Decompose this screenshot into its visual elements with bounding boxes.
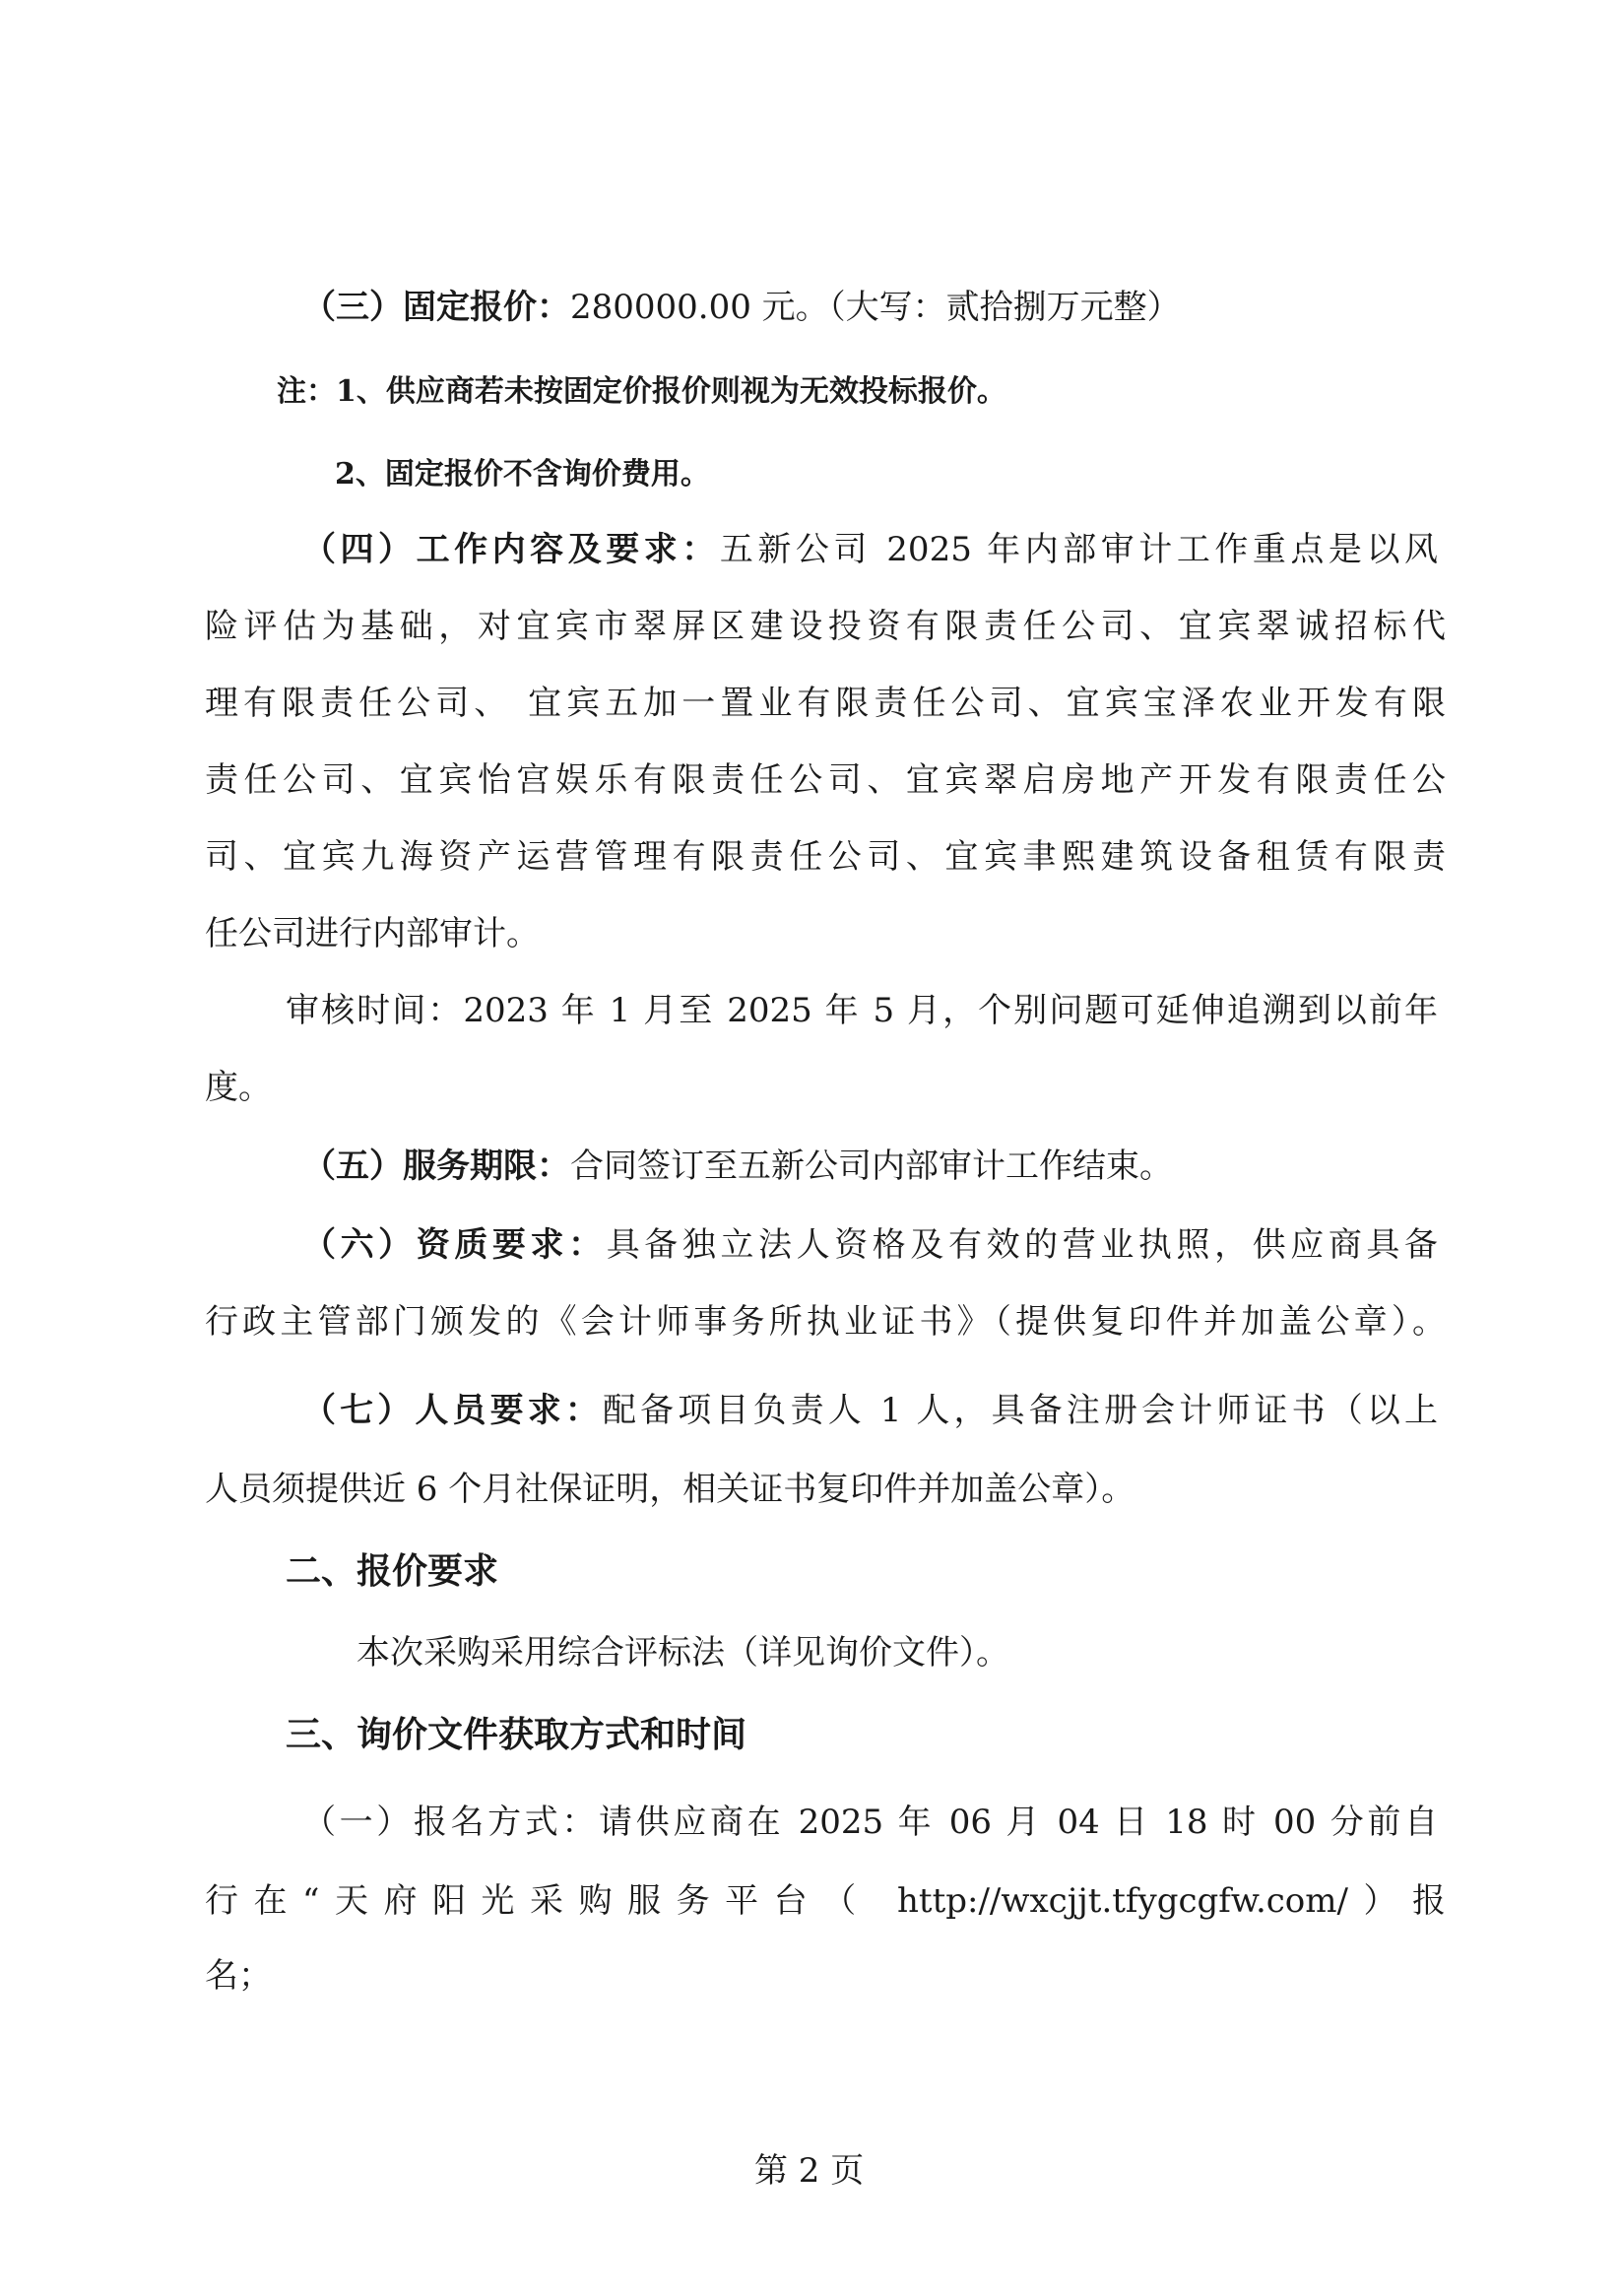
section2-text: 本次采购采用综合评标法（详见询价文件）。 — [357, 1633, 1009, 1673]
item4-line-2: 险评估为基础，对宜宾市翠屏区建设投资有限责任公司、宜宾翠诚招标代 — [205, 607, 1446, 646]
item5-label: （五）服务期限： — [302, 1147, 570, 1186]
item5-value: 合同签订至五新公司内部审计工作结束。 — [570, 1147, 1173, 1186]
item6-label: （六）资质要求： — [302, 1225, 607, 1265]
item7-line-1 — [302, 1391, 1438, 1430]
section3-line-1: （一）报名方式：请供应商在 2025 年 06 月 04 日 18 时 00 分前自 — [302, 1803, 1438, 1842]
item4-line-4: 责任公司、宜宾怡宫娱乐有限责任公司、宜宾翠启房地产开发有限责任公 — [205, 760, 1446, 800]
item6-line-1 — [302, 1225, 1438, 1265]
item4-line-3: 理有限责任公司、 宜宾五加一置业有限责任公司、宜宾宝泽农业开发有限 — [205, 684, 1446, 723]
section3-line-3: 名； — [205, 1956, 272, 1996]
item4-line-6: 任公司进行内部审计。 — [205, 914, 540, 953]
item4-text-1: 五新公司 2025 年内部审计工作重点是以风 — [719, 530, 1438, 569]
item7-text-1: 配备项目负责人 1 人，具备注册会计师证书（以上 — [603, 1391, 1438, 1430]
note-2: 2、固定报价不含询价费用。 — [335, 457, 710, 492]
page-number: 第 2 页 — [754, 2151, 865, 2191]
item3-label: （三）固定报价： — [302, 288, 570, 327]
item6-line-2: 行政主管部门颁发的《会计师事务所执业证书》（提供复印件并加盖公章）。 — [205, 1302, 1446, 1342]
item4-label: （四）工作内容及要求： — [302, 530, 720, 569]
item5-paragraph — [302, 1147, 1173, 1186]
item4-line-1 — [302, 530, 1438, 569]
audit-period-line-1: 审核时间：2023 年 1 月至 2025 年 5 月，个别问题可延伸追溯到以前年 — [286, 991, 1438, 1030]
section3-line-2: 行在“天府阳光采购服务平台（ http://wxcjjt.tfygcgfw.com/）报 — [205, 1881, 1446, 1921]
audit-period-line-2: 度。 — [205, 1068, 272, 1107]
item6-text-1: 具备独立法人资格及有效的营业执照，供应商具备 — [606, 1225, 1439, 1265]
section2-heading: 二、报价要求 — [286, 1551, 499, 1592]
item3-value: 280000.00 元。（大写：贰拾捌万元整） — [570, 288, 1181, 327]
item7-line-2: 人员须提供近 6 个月社保证明，相关证书复印件并加盖公章）。 — [205, 1470, 1135, 1509]
item3-paragraph — [302, 288, 1181, 327]
section3-heading: 三、询价文件获取方式和时间 — [286, 1715, 747, 1755]
item4-line-5: 司、宜宾九海资产运营管理有限责任公司、宜宾聿熙建筑设备租赁有限责 — [205, 837, 1446, 877]
note-1: 注：1、供应商若未按固定价报价则视为无效投标报价。 — [277, 374, 1006, 409]
item7-label: （七）人员要求： — [302, 1391, 603, 1430]
